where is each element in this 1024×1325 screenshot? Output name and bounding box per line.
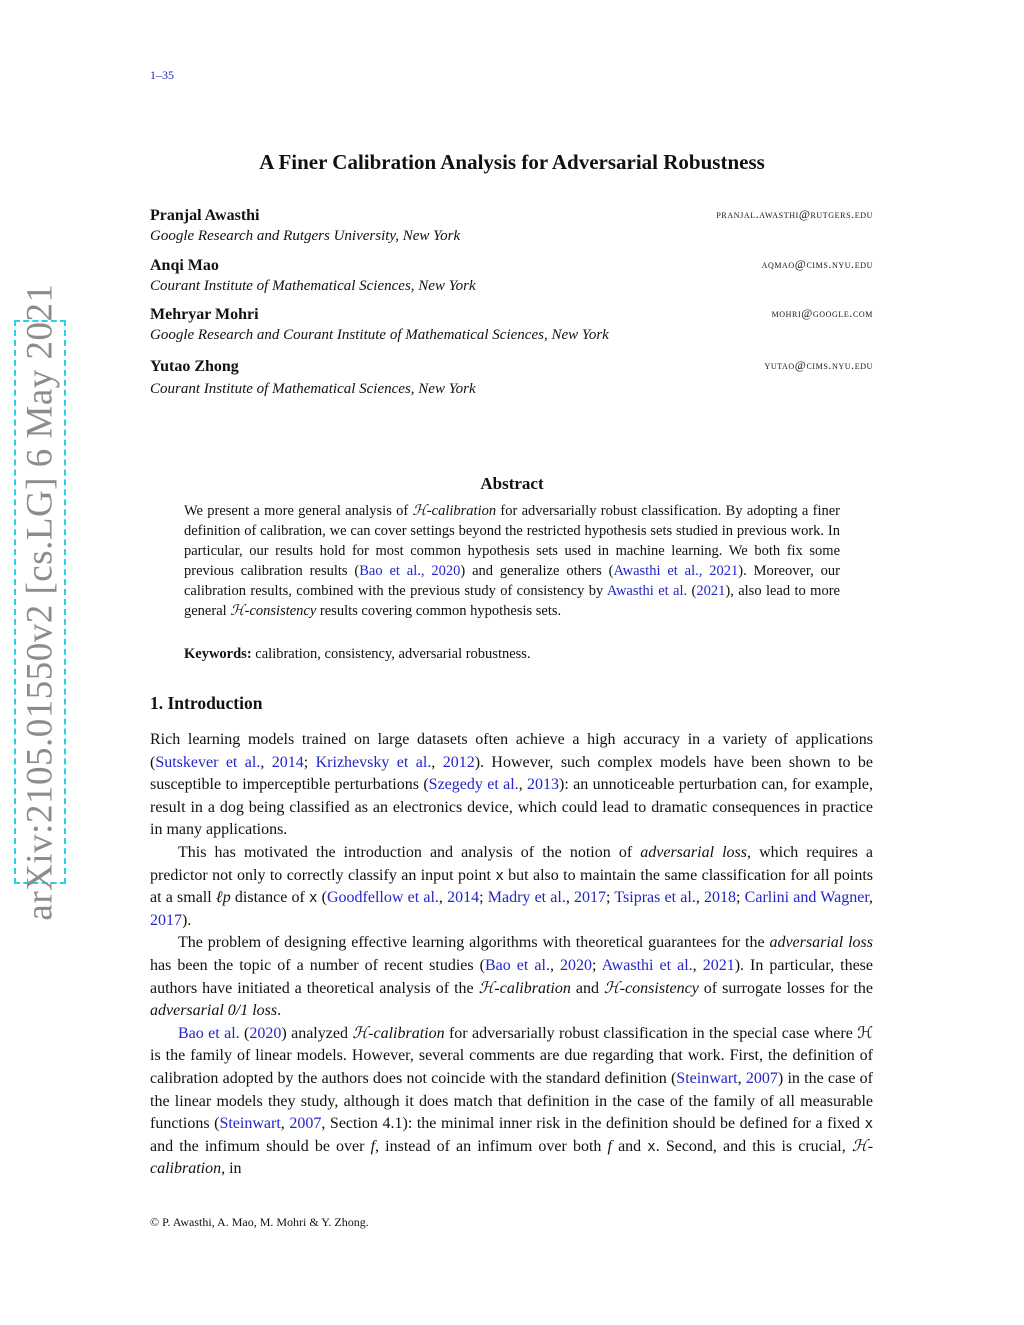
citation-link[interactable]: Szegedy et al. <box>428 776 519 794</box>
citation-link[interactable]: 2017 <box>574 889 607 907</box>
keywords-label: Keywords: <box>184 646 252 662</box>
paragraph: The problem of designing effective learning algorithms with theoretical guarantees for the adversarial loss has been the topic of a number of recent studies (Bao et al., 2020; Awasthi et al., 2021). In particular, these authors have initiated a theoretical analysis of the ℋ-calibration and ℋ-consistency of surrogate losses for the adversarial 0/1 loss. <box>150 934 874 1020</box>
keywords-text: calibration, consistency, adversarial robustness. <box>251 646 531 662</box>
author-name: Anqi Mao <box>150 257 219 274</box>
author-block <box>150 357 873 399</box>
citation-link[interactable]: 2021 <box>702 956 735 974</box>
citation-link[interactable]: Awasthi et al. <box>606 583 688 599</box>
author-block <box>150 206 873 246</box>
citation-link[interactable]: Madry et al. <box>487 889 566 907</box>
citation-link[interactable]: Steinwart <box>219 1115 281 1133</box>
author-block <box>150 305 873 345</box>
citation-link[interactable]: 2013 <box>527 776 560 794</box>
citation-link[interactable]: Tsipras et al. <box>614 889 696 907</box>
citation-link[interactable]: Bao et al., 2020 <box>359 563 461 579</box>
keywords <box>184 644 840 664</box>
citation-link[interactable]: 2021 <box>696 583 726 599</box>
citation-link[interactable]: Carlini and Wagner <box>744 889 870 907</box>
author-block <box>150 256 873 296</box>
abstract-heading: Abstract <box>480 474 544 493</box>
citation-link[interactable]: 2014 <box>271 753 304 771</box>
author-affiliation: Courant Institute of Mathematical Sciences, New York <box>150 381 476 397</box>
author-name: Mehryar Mohri <box>150 306 259 323</box>
arxiv-stamp[interactable] <box>14 283 66 921</box>
paragraph: Rich learning models trained on large datasets often achieve a high accuracy in a variety of applications (Sutskever et al., 2014; Krizhevsky et al., 2012). However, such complex models have been shown to be susceptible to imperceptible perturbations (Szegedy et al., 2013): an unnoticeable perturbation can, for example, result in a dog being classified as an electronics device, which could lead to dramatic consequences in practice in many applications. <box>150 731 874 839</box>
citation-link[interactable]: 2007 <box>289 1115 322 1133</box>
author-email[interactable]: aqmao@cims.nyu.edu <box>761 257 873 271</box>
citation-link[interactable]: 2017 <box>150 911 182 929</box>
citation-link[interactable]: Awasthi et al., 2021 <box>613 563 739 579</box>
abstract-body: We present a more general analysis of ℋ-calibration for adversarially robust classification. By adopting a finer definition of calibration, we can cover settings beyond the restricted hypothesis sets studied in previous work. In particular, our results hold for most common hypothesis sets used in machine learning. We both fix some previous calibration results (Bao et al., 2020) and generalize others (Awasthi et al., 2021). Moreover, our calibration results, combined with the previous study of consistency by Awasthi et al. (2021), also lead to more general ℋ-consistency results covering common hypothesis sets. <box>184 503 841 619</box>
page-number: 1–35 <box>150 68 174 82</box>
citation-link[interactable]: Awasthi et al. <box>601 956 693 974</box>
citation-link[interactable]: 2012 <box>442 753 475 771</box>
citation-link[interactable]: 2007 <box>745 1069 778 1087</box>
author-affiliation: Google Research and Courant Institute of Mathematical Sciences, New York <box>150 327 609 343</box>
citation-link[interactable]: 2020 <box>559 956 592 974</box>
author-name: Pranjal Awasthi <box>150 207 260 224</box>
citation-link[interactable]: Goodfellow et al. <box>327 889 439 907</box>
citation-link[interactable]: 2014 <box>447 889 480 907</box>
intro-body <box>150 729 873 1181</box>
author-email[interactable]: yutao@cims.nyu.edu <box>764 358 873 372</box>
paragraph: This has motivated the introduction and analysis of the notion of adversarial loss, which requires a predictor not only to correctly classify an input point x but also to maintain the same classification for all points at a small ℓp distance of x (Goodfellow et al., 2014; Madry et al., 2017; Tsipras et al., 2018; Carlini and Wagner, 2017). <box>150 843 874 929</box>
arxiv-stamp-text: arXiv:2105.01550v2 [cs.LG] 6 May 2021 <box>19 283 61 921</box>
citation-link[interactable]: Bao et al. <box>484 956 550 974</box>
author-affiliation: Google Research and Rutgers University, New York <box>150 228 461 244</box>
copyright-footer: © P. Awasthi, A. Mao, M. Mohri & Y. Zhong. <box>150 1215 369 1229</box>
author-affiliation: Courant Institute of Mathematical Sciences, New York <box>150 278 476 294</box>
author-name: Yutao Zhong <box>150 358 239 375</box>
citation-link[interactable]: 2020 <box>249 1024 282 1042</box>
citation-link[interactable]: Sutskever et al. <box>155 753 261 771</box>
citation-link[interactable]: Steinwart <box>676 1069 738 1087</box>
citation-link[interactable]: 2018 <box>704 889 737 907</box>
citation-link[interactable]: Bao et al. <box>178 1024 240 1042</box>
author-email[interactable]: pranjal.awasthi@rutgers.edu <box>716 207 873 221</box>
section-heading: 1. Introduction <box>150 693 263 713</box>
author-email[interactable]: mohri@google.com <box>771 306 873 320</box>
paper-title: A Finer Calibration Analysis for Adversarial Robustness <box>259 150 765 174</box>
paragraph: Bao et al. (2020) analyzed ℋ-calibration for adversarially robust classification in the special case where ℋ is the family of linear models. However, several comments are due regarding that work. First, the definition of calibration adopted by the authors does not coincide with the standard definition (Steinwart, 2007) in the case of the linear models they study, although it does match that definition in the case of the family of all measurable functions (Steinwart, 2007, Section 4.1): the minimal inner risk in the definition should be defined for a fixed x and the infimum should be over f, instead of an infimum over both f and x. Second, and this is crucial, ℋ-calibration, in <box>150 1024 874 1178</box>
citation-link[interactable]: Krizhevsky et al. <box>315 753 432 771</box>
